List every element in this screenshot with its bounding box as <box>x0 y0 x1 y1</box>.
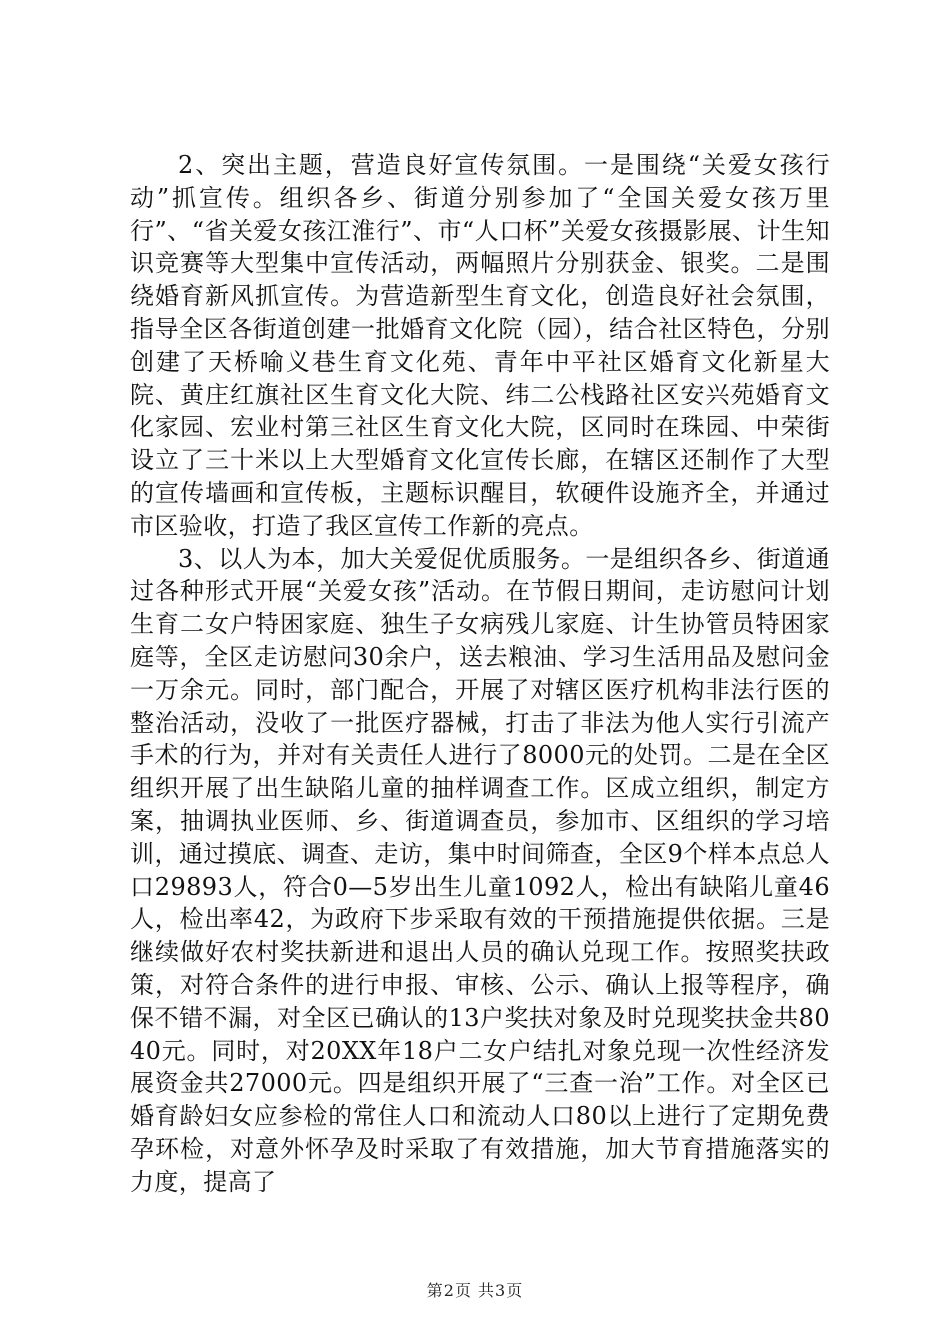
document-body <box>130 149 830 1199</box>
page-number-footer: 第2页 共3页 <box>426 1281 524 1300</box>
paragraph-service: 3、以人为本，加大关爱促优质服务。一是组织各乡、街道通过各种形式开展“关爱女孩”活动。在节假日期间，走访慰问计划生育二女户特困家庭、独生子女病残儿家庭、计生协管员特困家庭等，全区走访慰问30余户，送去粮油、学习生活用品及慰问金一万余元。同时，部门配合，开展了对辖区医疗机构非法行医的整治活动，没收了一批医疗器械，打击了非法为他人实行引流产手术的行为，并对有关责任人进行了8000元的处罚。二是在全区组织开展了出生缺陷儿童的抽样调查工作。区成立组织，制定方案，抽调执业医师、乡、街道调查员，参加市、区组织的学习培训，通过摸底、调查、走访，集中时间筛查，全区9个样本点总人口29893人，符合0—5岁出生儿童1092人，检出有缺陷儿童46人，检出率42，为政府下步采取有效的干预措施提供依据。三是继续做好农村奖扶新进和退出人员的确认兑现工作。按照奖扶政策，对符合条件的进行申报、审核、公示、确认上报等程序，确保不错不漏，对全区已确认的13户奖扶对象及时兑现奖扶金共8040元。同时，对20XX年18户二女户结扎对象兑现一次性经济发展资金共27000元。四是组织开展了“三查一治”工作。对全区已婚育龄妇女应参检的常住人口和流动人口80以上进行了定期免费孕环检，对意外怀孕及时采取了有效措施，加大节育措施落实的力度，提高了 <box>130 544 830 1196</box>
paragraph-publicity: 2、突出主题，营造良好宣传氛围。一是围绕“关爱女孩行动”抓宣传。组织各乡、街道分别参加了“全国关爱女孩万里行”、“省关爱女孩江淮行”、市“人口杯”关爱女孩摄影展、计生知识竞赛等大型集中宣传活动，两幅照片分别获金、银奖。二是围绕婚育新风抓宣传。为营造新型生育文化，创造良好社会氛围，指导全区各街道创建一批婚育文化院（园），结合社区特色，分别创建了天桥喻义巷生育文化苑、青年中平社区婚育文化新星大院、黄庄红旗社区生育文化大院、纬二公栈路社区安兴苑婚育文化家园、宏业村第三社区生育文化大院，区同时在珠园、中荣街设立了三十米以上大型婚育文化宣传长廊，在辖区还制作了大型的宣传墙画和宣传板，主题标识醒目，软硬件设施齐全，并通过市区验收，打造了我区宣传工作新的亮点。 <box>130 151 830 540</box>
